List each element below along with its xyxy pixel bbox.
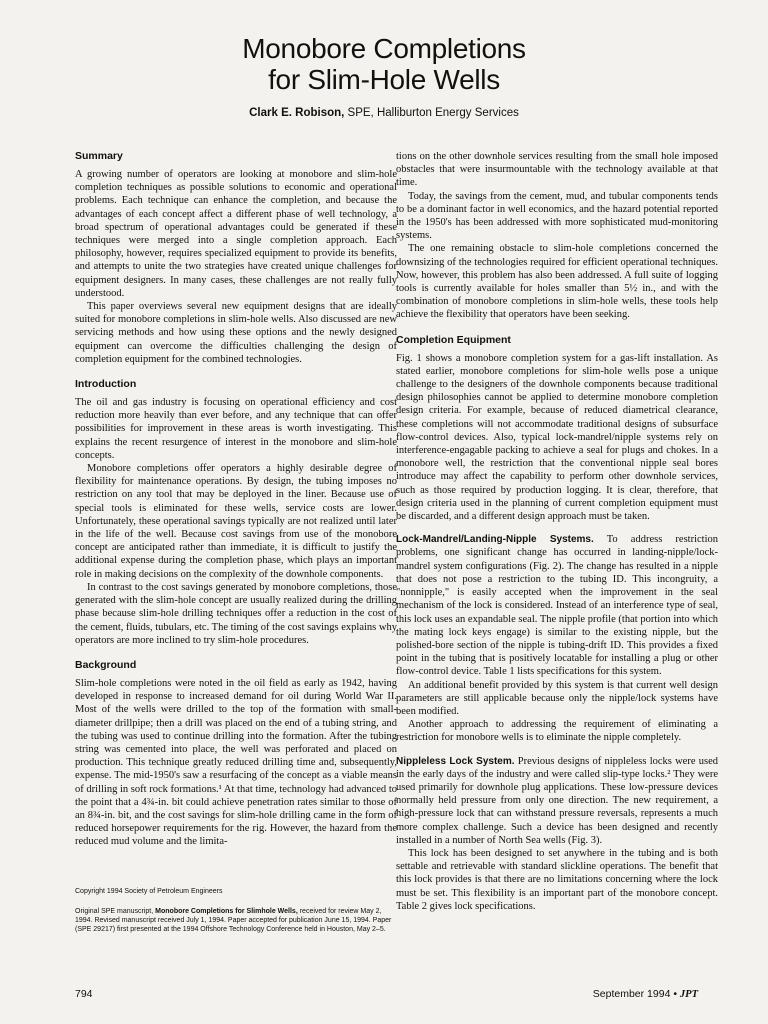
intro-paragraph-2: Monobore completions offer operators a highly desirable degree of flexibility for maintenance operations. By design, the tubing imposes no restriction on any tool that may be deployed in the liner. Because use of special tools is eliminated for these wells, service costs are lower. Unfortunately, these operational savings typically are not realized until later in the life of the well. Because cost savings from use of the monobore concept are anticipated rather than immediate, it is difficult to justify the additional expense during the completion phase, which plays an important role in making decisions on the complexity of the downhole components. [75, 463, 397, 580]
heading-completion-equipment: Completion Equipment [396, 333, 511, 346]
title-line-2: for Slim-Hole Wells [268, 64, 500, 95]
nippleless-paragraph-2: This lock has been designed to set anywhere in the tubing and is both settable and retrievable with standard slickline operations. The benefit that this lock provides is that there are no limitations concerning where the lock must be set. This flexibility is an important part of the monobore concept. Table 2 gives lock specifications. [396, 847, 718, 912]
left-column [75, 150, 397, 849]
heading-summary: Summary [75, 150, 123, 162]
background-paragraph-1: Slim-hole completions were noted in the oil field as early as 1942, having developed in response to increased demand for oil during World War II. Most of the wells were drilled to the top of the formation with small-diameter drillpipe; then a drill was placed on the end of a tubing string, and the tubing was used to continue drilling into the formation. After the tubing string was cemented into place, the well was perforated and placed on production. This technique greatly reduced drilling time and, subsequently, expense. The mid-1950's saw a resurfacing of the concept as a viable means of drilling in soft rock formations.¹ At that time, technology had advanced to the point that a 4¾-in. bit could achieve penetration rates similar to those of an 8¾-in. bit, and the cost savings for slim-hole drilling came in the form of reduced horsepower requirements for the rig. However, the hazard from the reduced mud volume and the limita- [75, 677, 397, 848]
summary-paragraph-1: A growing number of operators are looking at monobore and slim-hole completion techniques as possible solutions to economic and operational problems. Each technique can enhance the completion, and because the advantages of each concept affect a different phase of well technology, a broad spectrum of operational advantages could be generated if these techniques were merged into a single completion approach. Each philosophy, however, requires specialized equipment to provide its benefits, and attempts to unite the two strategies have created unique challenges for equipment designers. In many cases, these challenges are not really fully understood. [75, 169, 397, 299]
lock-mandrel-paragraph-2: An additional benefit provided by this system is that current well design parameters are still applicable because only the nipple/lock systems have been modified. [396, 679, 718, 717]
subheading-nippleless: Nippleless Lock System. [396, 755, 515, 767]
manuscript-note-title: Monobore Completions for Slimhole Wells, [155, 908, 298, 915]
heading-background: Background [75, 658, 137, 671]
lock-mandrel-paragraph-1 [396, 533, 718, 678]
equipment-paragraph-1: Fig. 1 shows a monobore completion system for a gas-lift installation. As stated earlier, monobore completions for slim-hole wells pose a unique challenge to the designers of the downhole components because traditional design philosophies cannot be applied to determine monobore completion design criteria. For example, because of reduced diametrical clearance, these completions will not accommodate traditional designs of subsurface flow-control devices. Also, typical lock-mandrel/nipple systems rely on interference-engagable packing to achieve a seal for plugs and chokes. In a monobore well, the restriction that the conventional nipple seal bores introduce may affect the capability to perform other downhole services, such as those required by production logging. It is clear, therefore, that design criteria used in the planning of current completion equipment must be discarded, and a different design approach must be taken. [396, 352, 718, 523]
right-column [396, 150, 718, 913]
background-paragraph-3: The one remaining obstacle to slim-hole completions concerned the downsizing of the technologies required for efficient operational techniques. Now, however, this problem has also been addressed. A full suite of logging tools is currently available for holes smaller than 5½ in., and with the combination of monobore completions in slim-hole wells, these tools help achieve the flexibility that operators have been seeking. [396, 243, 718, 321]
summary-paragraph-2: This paper overviews several new equipment designs that are ideally suited for monobore completions in slim-hole wells. Also discussed are new servicing methods and how using these options and the newly designed equipment can overcome the difficulties challenging the design of completion equipment for the combined technologies. [75, 301, 397, 365]
manuscript-note-pre: Original SPE manuscript, [75, 908, 154, 915]
nippleless-text: Previous designs of nippleless locks were used in the early days of the industry and were called slip-type locks.² They were used primarily for downhole plug applications. These low-pressure devices normally held pressure from only one direction. The new requirement, a high-pressure lock that can withstand pressure reversals, represents a much more complex challenge. Such a device has been designed and recently installed in a number of North Sea wells (Fig. 3). [396, 755, 718, 846]
intro-paragraph-1: The oil and gas industry is focusing on operational efficiency and cost reduction more heavily than ever before, and any technique that can offer possibilities for improvement in these areas is worth investigating. This explains the recent resurgence of interest in the monobore and slim-hole concepts. [75, 397, 397, 461]
title-line-1: Monobore Completions [242, 33, 526, 64]
background-continuation: tions on the other downhole services resulting from the small hole imposed obstacles that were insurmountable with the technology available at that time. [396, 151, 718, 189]
article-title [0, 33, 768, 95]
journal-name: JPT [679, 989, 698, 1000]
manuscript-note-post: received for review May 2, 1994. Revised manuscript received July 1, 1994. Paper accepted for publication June 15, 1994. Paper (SPE 29217) first presented at the 1994 Offshore Technology Conference held in Houston, May 2–5. [75, 908, 392, 933]
author-affiliation: SPE, Halliburton Energy Services [347, 107, 519, 119]
copyright-note: Copyright 1994 Society of Petroleum Engineers [75, 888, 223, 895]
subheading-lock-mandrel: Lock-Mandrel/Landing-Nipple Systems. [396, 534, 594, 546]
byline [0, 107, 768, 119]
background-paragraph-2: Today, the savings from the cement, mud, and tubular components tends to be a dominant factor in well economics, and the hazard potential reported in the 1950's has been addressed with more sophisticated mud-monitoring systems. [396, 190, 718, 242]
journal-footer [593, 988, 698, 1000]
manuscript-note [75, 907, 397, 934]
heading-introduction: Introduction [75, 378, 137, 391]
author-name: Clark E. Robison, [249, 107, 345, 119]
intro-paragraph-3: In contrast to the cost savings generated by monobore completions, those generated with the slim-hole concept are usually realized during the drilling phase because slim-hole drilling techniques offer a reduction in the cost of the cement, fluids, tubulars, etc. The timing of the cost savings explains why operators are more inclined to try slim-hole procedures. [75, 581, 397, 646]
lock-mandrel-text: To address restriction problems, one significant change has occurred in landing-nipple/lock-mandrel system configurations (Fig. 2). The change has resulted in a nipple that does not pose a restriction to the tubing ID. This incongruity, a "nonnipple," is easily accepted when the improvement in the seal mechanism of the lock is considered. Instead of an interference type of seal, this lock uses an expandable seal. The nipple profile (that portion into which the mating lock keys engage) is similar to the existing nipple, but the polished-bore section of the nipple is tubing-drift ID. This provides a fixed point in the tubing that is positively locatable for installing a plug or other flow-control device. Table 1 lists specifications for this system. [396, 534, 718, 678]
lock-mandrel-paragraph-3: Another approach to addressing the requirement of eliminating a restriction for monobore wells is to eliminate the nipple completely. [396, 719, 718, 744]
nippleless-paragraph-1 [396, 755, 718, 847]
page-number: 794 [75, 988, 93, 1000]
journal-date: September 1994 • [592, 988, 677, 1000]
